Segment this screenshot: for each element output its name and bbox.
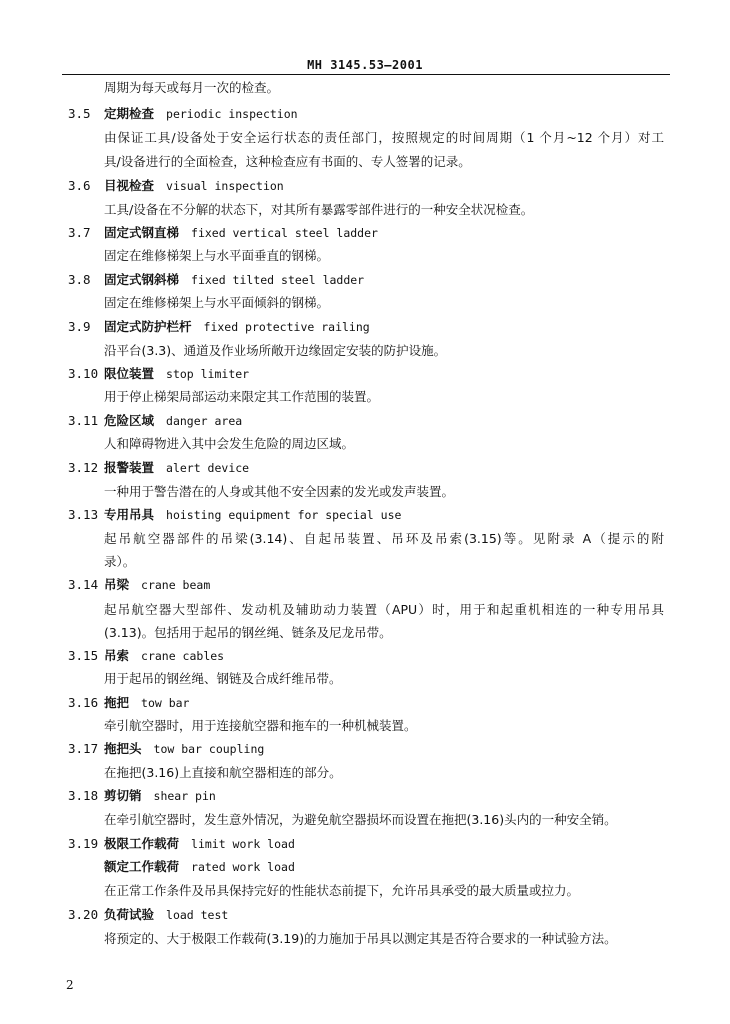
entry-number: 3.16 xyxy=(68,695,99,710)
term-heading xyxy=(104,786,216,806)
term-definition: 固定在维修梯架上与水平面垂直的钢梯。 xyxy=(104,248,330,263)
entry-number: 3.9 xyxy=(68,319,91,334)
term-english: alert device xyxy=(166,461,250,475)
term-english: tow bar coupling xyxy=(153,742,265,756)
term-english: shear pin xyxy=(153,789,216,803)
entry-number: 3.6 xyxy=(68,178,91,193)
term-chinese: 固定式钢斜梯 xyxy=(104,272,180,287)
term-definition: 在拖把(3.16)上直接和航空器相连的部分。 xyxy=(104,765,342,780)
term-english: rated work load xyxy=(191,860,295,874)
term-definition: 一种用于警告潜在的人身或其他不安全因素的发光或发声装置。 xyxy=(104,484,455,499)
term-chinese: 极限工作载荷 xyxy=(104,836,180,851)
term-heading xyxy=(104,270,364,290)
term-english: hoisting equipment for special use xyxy=(166,508,402,522)
term-definition: 在正常工作条件及吊具保持完好的性能状态前提下，允许吊具承受的最大质量或拉力。 xyxy=(104,883,580,898)
term-chinese: 吊索 xyxy=(104,648,130,663)
term-definition: 牵引航空器时，用于连接航空器和拖车的一种机械装置。 xyxy=(104,718,417,733)
entry-number: 3.5 xyxy=(68,106,91,121)
term-heading xyxy=(104,364,249,384)
term-definition: 沿平台(3.3)、通道及作业场所敞开边缘固定安装的防护设施。 xyxy=(104,343,447,358)
term-chinese: 剪切销 xyxy=(104,788,142,803)
term-english: tow bar xyxy=(141,696,190,710)
term-heading xyxy=(104,505,401,525)
term-heading xyxy=(104,739,264,759)
entry-number: 3.15 xyxy=(68,648,99,663)
header-rule xyxy=(62,74,670,75)
term-definition: 用于起吊的钢丝绳、钢链及合成纤维吊带。 xyxy=(104,671,342,686)
entry-number: 3.13 xyxy=(68,507,99,522)
term-english: fixed tilted steel ladder xyxy=(191,273,365,287)
term-chinese: 限位装置 xyxy=(104,366,155,381)
term-heading xyxy=(104,104,298,124)
term-heading xyxy=(104,317,370,337)
term-heading xyxy=(104,575,210,595)
entry-number: 3.14 xyxy=(68,577,99,592)
term-definition: 工具/设备在不分解的状态下，对其所有暴露零部件进行的一种安全状况检查。 xyxy=(104,202,534,217)
entry-number: 3.12 xyxy=(68,460,99,475)
term-chinese: 固定式钢直梯 xyxy=(104,225,180,240)
term-heading-synonym xyxy=(104,857,295,877)
term-heading xyxy=(104,176,284,196)
term-english: stop limiter xyxy=(166,367,250,381)
term-english: crane cables xyxy=(141,649,225,663)
term-chinese: 定期检查 xyxy=(104,106,155,121)
term-heading xyxy=(104,905,228,925)
entry-number: 3.8 xyxy=(68,272,91,287)
term-heading xyxy=(104,693,189,713)
continued-definition: 周期为每天或每月一次的检查。 xyxy=(104,80,280,95)
term-definition: 由保证工具/设备处于安全运行状态的责任部门，按照规定的时间周期（1 个月~12 个月）对工 xyxy=(104,130,664,145)
standard-code-header: MH 3145.53—2001 xyxy=(307,58,423,72)
entry-number: 3.7 xyxy=(68,225,91,240)
term-definition: 录）。 xyxy=(104,554,136,569)
page-number: 2 xyxy=(66,978,74,992)
term-chinese: 危险区域 xyxy=(104,413,155,428)
term-chinese: 目视检查 xyxy=(104,178,155,193)
entry-number: 3.11 xyxy=(68,413,99,428)
term-definition: 具/设备进行的全面检查，这种检查应有书面的、专人签署的记录。 xyxy=(104,154,471,169)
term-english: visual inspection xyxy=(166,179,284,193)
term-heading xyxy=(104,834,295,854)
term-english: load test xyxy=(166,908,229,922)
term-definition: 在牵引航空器时，发生意外情况，为避免航空器损坏而设置在拖把(3.16)头内的一种安全销。 xyxy=(104,812,617,827)
term-chinese: 负荷试验 xyxy=(104,907,155,922)
term-english: fixed vertical steel ladder xyxy=(191,226,378,240)
entry-number: 3.19 xyxy=(68,836,99,851)
entry-number: 3.17 xyxy=(68,741,99,756)
term-heading xyxy=(104,646,224,666)
term-english: limit work load xyxy=(191,837,295,851)
term-chinese: 专用吊具 xyxy=(104,507,155,522)
term-english: fixed protective railing xyxy=(203,320,370,334)
term-chinese: 固定式防护栏杆 xyxy=(104,319,192,334)
term-english: danger area xyxy=(166,414,243,428)
term-chinese: 拖把头 xyxy=(104,741,142,756)
term-heading xyxy=(104,411,242,431)
entry-number: 3.10 xyxy=(68,366,99,381)
term-chinese: 额定工作载荷 xyxy=(104,859,180,874)
term-heading xyxy=(104,458,249,478)
entry-number: 3.18 xyxy=(68,788,99,803)
term-definition: 将预定的、大于极限工作载荷(3.19)的力施加于吊具以测定其是否符合要求的一种试验方法。 xyxy=(104,931,617,946)
term-definition: 人和障碍物进入其中会发生危险的周边区域。 xyxy=(104,436,355,451)
term-english: crane beam xyxy=(141,578,211,592)
term-definition: (3.13)。包括用于起吊的钢丝绳、链条及尼龙吊带。 xyxy=(104,625,392,640)
term-definition: 用于停止梯架局部运动来限定其工作范围的装置。 xyxy=(104,389,380,404)
term-english: periodic inspection xyxy=(166,107,298,121)
entry-number: 3.20 xyxy=(68,907,99,922)
term-chinese: 拖把 xyxy=(104,695,130,710)
term-chinese: 报警装置 xyxy=(104,460,155,475)
term-heading xyxy=(104,223,378,243)
term-definition: 起吊航空器部件的吊梁(3.14)、自起吊装置、吊环及吊索(3.15)等。见附录 A（提示的附 xyxy=(104,531,664,546)
term-definition: 起吊航空器大型部件、发动机及辅助动力装置（APU）时，用于和起重机相连的一种专用吊具 xyxy=(104,602,664,617)
term-chinese: 吊梁 xyxy=(104,577,130,592)
term-definition: 固定在维修梯架上与水平面倾斜的钢梯。 xyxy=(104,295,330,310)
